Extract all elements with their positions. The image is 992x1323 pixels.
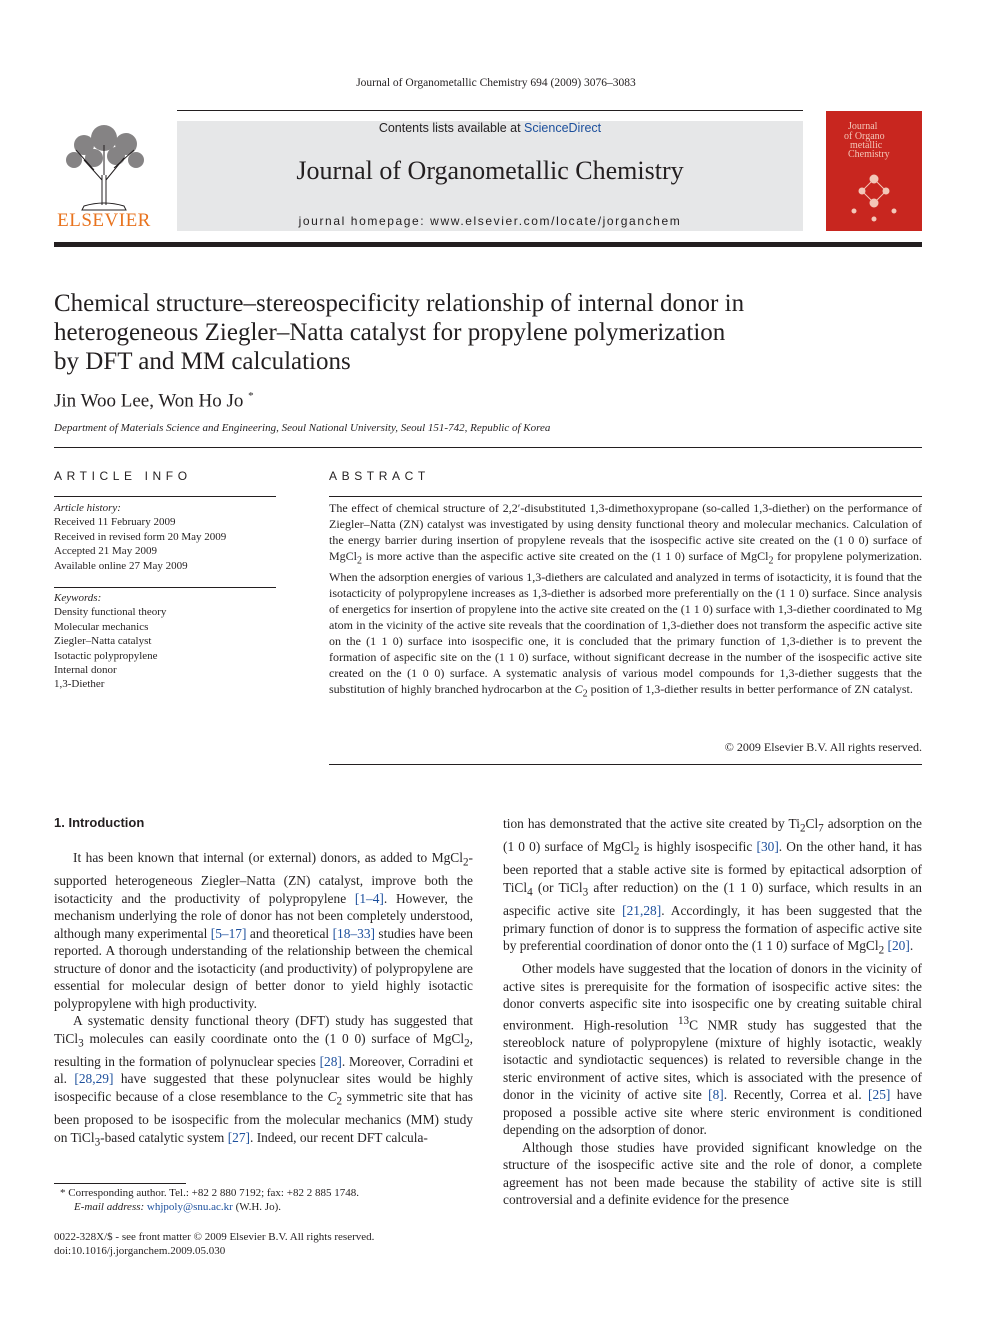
citation-link[interactable]: [30] [756,839,779,855]
keywords-rule [54,587,276,588]
paragraph: It has been known that internal (or external) donors, as added to MgCl$_2$-supported heterogeneous Ziegler–Natta (ZN) catalyst, improve both the isotacticity and the productivity of polypropylene [1–4]. However, the mechanism underlying the role of donor has not been completely understood, although many experimental [5–17] and theoretical [18–33] studies have been reported. A thorough understanding of the relationship between the chemical structure of donor and the isotacticity (and productivity) of polypropylene are essential for molecular design of better donor to yield highly isotactic polypropylene with high productivity. [54,850,473,1011]
citation-link[interactable]: [28] [319,1053,342,1069]
citation-link[interactable]: [18–33] [332,925,375,941]
article-authors [54,390,254,412]
history-item: Available online 27 May 2009 [54,559,188,572]
cover-text-2: of Organo [844,131,885,142]
citation-link[interactable]: [8] [708,1087,724,1103]
citation-link[interactable]: [20] [887,938,910,954]
paragraph: Although those studies have provided significant knowledge on the structure of the isospecific active site and the role of donor, a complete agreement has not been made because the stability of active site is still controversial and a definite evidence for the presence [503,1139,922,1208]
author-names: Jin Woo Lee, Won Ho Jo [54,390,244,412]
paragraph: Other models have suggested that the location of donors in the vicinity of active sites is prerequisite for the formation of isospecific active sites: the donor converts aspecific site into isospecific one by creating suitable chiral environment. High-resolution $^{13}$C NMR study has suggested that the stereoblock nature of polypropylene (mixture of highly isotactic, weakly isotactic and syndiotactic sequences) is related to reversible change in the steric environment of active sites, which is associated with the presence of donor in the vicinity of active site [8]. Recently, Correa et al. [25] have proposed a possible active site where steric environment is conditioned depending on the adsorption of donor. [503,961,922,1138]
abstract-copyright: © 2009 Elsevier B.V. All rights reserved. [724,740,922,754]
cover-text-4: Chemistry [848,149,890,160]
keywords-label: Keywords: [54,592,102,604]
introduction-heading: 1. Introduction [54,815,145,830]
history-item: Received 11 February 2009 [54,516,176,529]
keyword-item: 1,3-Diether [54,678,105,691]
email-suffix: (W.H. Jo). [232,1201,282,1214]
page-footer [54,1230,374,1259]
keyword-item: Internal donor [54,664,117,677]
citation-link[interactable]: [1–4] [354,890,384,906]
corresponding-footnote [54,1186,473,1200]
title-line: heterogeneous Ziegler–Natta catalyst for propylene polymerization [54,319,726,346]
cover-text-3: metallic [850,140,883,151]
email-label: E-mail address: [74,1201,147,1214]
body-column-right [503,815,922,1209]
paragraph: A systematic density functional theory (DFT) study has suggested that TiCl$_3$ molecules can easily coordinate onto the (1 0 0) surface of MgCl$_2$, resulting in the formation of polynuclear species [28]. Moreover, Corradini et al. [28,29] have suggested that these polynuclear sites would be highly isospecific because of a close resemblance to the $C_2$ symmetric site that has been proposed to be isospecific from the molecular mechanics (MM) study on TiCl$_3$-based catalytic system [27]. Indeed, our recent DFT calcula- [54,1013,473,1149]
abstract-rule-bottom [329,764,922,765]
keywords [54,591,276,692]
citation-link[interactable]: [28,29] [74,1071,114,1087]
header-thick-rule [54,242,922,247]
title-line: by DFT and MM calculations [54,348,351,375]
corresponding-text: Corresponding author. Tel.: +82 2 880 7192; fax: +82 2 885 1748. [68,1187,359,1199]
citation-link[interactable]: [5–17] [210,925,247,941]
keyword-item: Molecular mechanics [54,620,149,633]
citation-link[interactable]: [27] [227,1129,251,1145]
footnote-mark: * [60,1187,66,1199]
article-info-rule [54,496,276,497]
abstract-text: The effect of chemical structure of 2,2′-disubstituted 1,3-dimethoxypropane (so-called 1,3-diether) on the performance of Ziegler–Natta (ZN) catalyst was investigated by using density functional theory and molecular mechanics. Calculation of the energy barrier during insertion of propylene reveals that the isospecific active site created on the (1 0 0) surface of MgCl$_2$ is more active than the aspecific active site created on the (1 1 0) surface of MgCl$_2$ for propylene polymerization. When the adsorption energies of various 1,3-diethers are calculated and analyzed in terms of isotacticity, it is found that the isotacticity of polypropylene increases as 1,3-diether is adsorbed more preferentially on the (1 1 0) surface. Since analysis of energetics for insertion of propylene into the active site created on the (1 1 0) surface with 1,3-diether coordinated to Mg atom in the vicinity of the active site reveals that the coordination of 1,3-diether does not transform the aspecific active site on the (1 1 0) surface into isospecific one, it is concluded that the primary function of 1,3-diether is to prevent the formation of aspecific site on the (1 1 0) surface, without significant decrease in the number of the isospecific active site created on the (1 0 0) surface. A systematic analysis of various model compounds for 1,3-diether suggests that the substitution of highly branched hydrocarbon at the $C_2$ position of 1,3-diether results in better performance of ZN catalyst. [329,501,922,700]
title-line: Chemical structure–stereospecificity relationship of internal donor in [54,290,745,317]
contents-prefix: Contents lists available at [378,121,525,135]
history-item: Received in revised form 20 May 2009 [54,530,227,543]
header-top-rule [177,110,803,111]
email-link[interactable]: whjpoly@snu.ac.kr [146,1201,233,1214]
journal-reference: Journal of Organometallic Chemistry 694 (2009) 3076–3083 [356,77,636,89]
keyword-item: Isotactic polypropylene [54,649,158,662]
history-label: Article history: [54,502,121,514]
cover-art-icon [826,111,922,231]
history-item: Accepted 21 May 2009 [54,545,157,558]
elsevier-wordmark: ELSEVIER [57,210,151,231]
cover-text-1: Journal [848,121,878,132]
journal-homepage[interactable]: journal homepage: www.elsevier.com/locate/jorganchem [298,214,682,228]
citation-link[interactable]: [25] [868,1087,891,1103]
sciencedirect-link[interactable]: ScienceDirect [524,121,602,135]
journal-name: Journal of Organometallic Chemistry [296,156,684,185]
footnote-rule [54,1183,186,1184]
citation-link[interactable]: [21,28] [622,903,662,919]
doi-line[interactable]: doi:10.1016/j.jorganchem.2009.05.030 [54,1245,226,1258]
paragraph: tion has demonstrated that the active site created by $Ti_2Cl_7$ adsorption on the (1 0 0) surface of MgCl$_2$ is highly isospecific [30]. On the other hand, it has been reported that a stable active site is formed by epitactical adsorption of TiCl$_4$ (or TiCl$_3$ after reduction) on the (1 1 0) surface, which results in an aspecific active site [21,28]. Accordingly, it has been suggested that the primary function of donor is to suppress the formation of aspecific active site by preferential coordination of donor onto the (1 1 0) surface of MgCl$_2$ [20]. [503,816,922,957]
article-history [54,501,276,573]
abstract-heading: ABSTRACT [329,469,430,483]
keyword-item: Ziegler–Natta catalyst [54,635,152,648]
corresponding-author-mark[interactable]: * [248,390,254,402]
email-footnote [54,1200,473,1214]
journal-cover-image [826,111,922,231]
keyword-item: Density functional theory [54,606,167,619]
body-column-left [54,849,473,1152]
footnote [54,1186,473,1215]
abstract-rule-top [329,496,922,497]
contents-line [177,121,803,135]
affiliation: Department of Materials Science and Engineering, Seoul National University, Seoul 151-742, Republic of Korea [54,422,551,434]
article-info-heading: ARTICLE INFO [54,469,192,483]
issn-line: 0022-328X/$ - see front matter © 2009 Elsevier B.V. All rights reserved. [54,1231,375,1243]
affiliation-rule [54,447,922,448]
article-title [54,289,874,376]
